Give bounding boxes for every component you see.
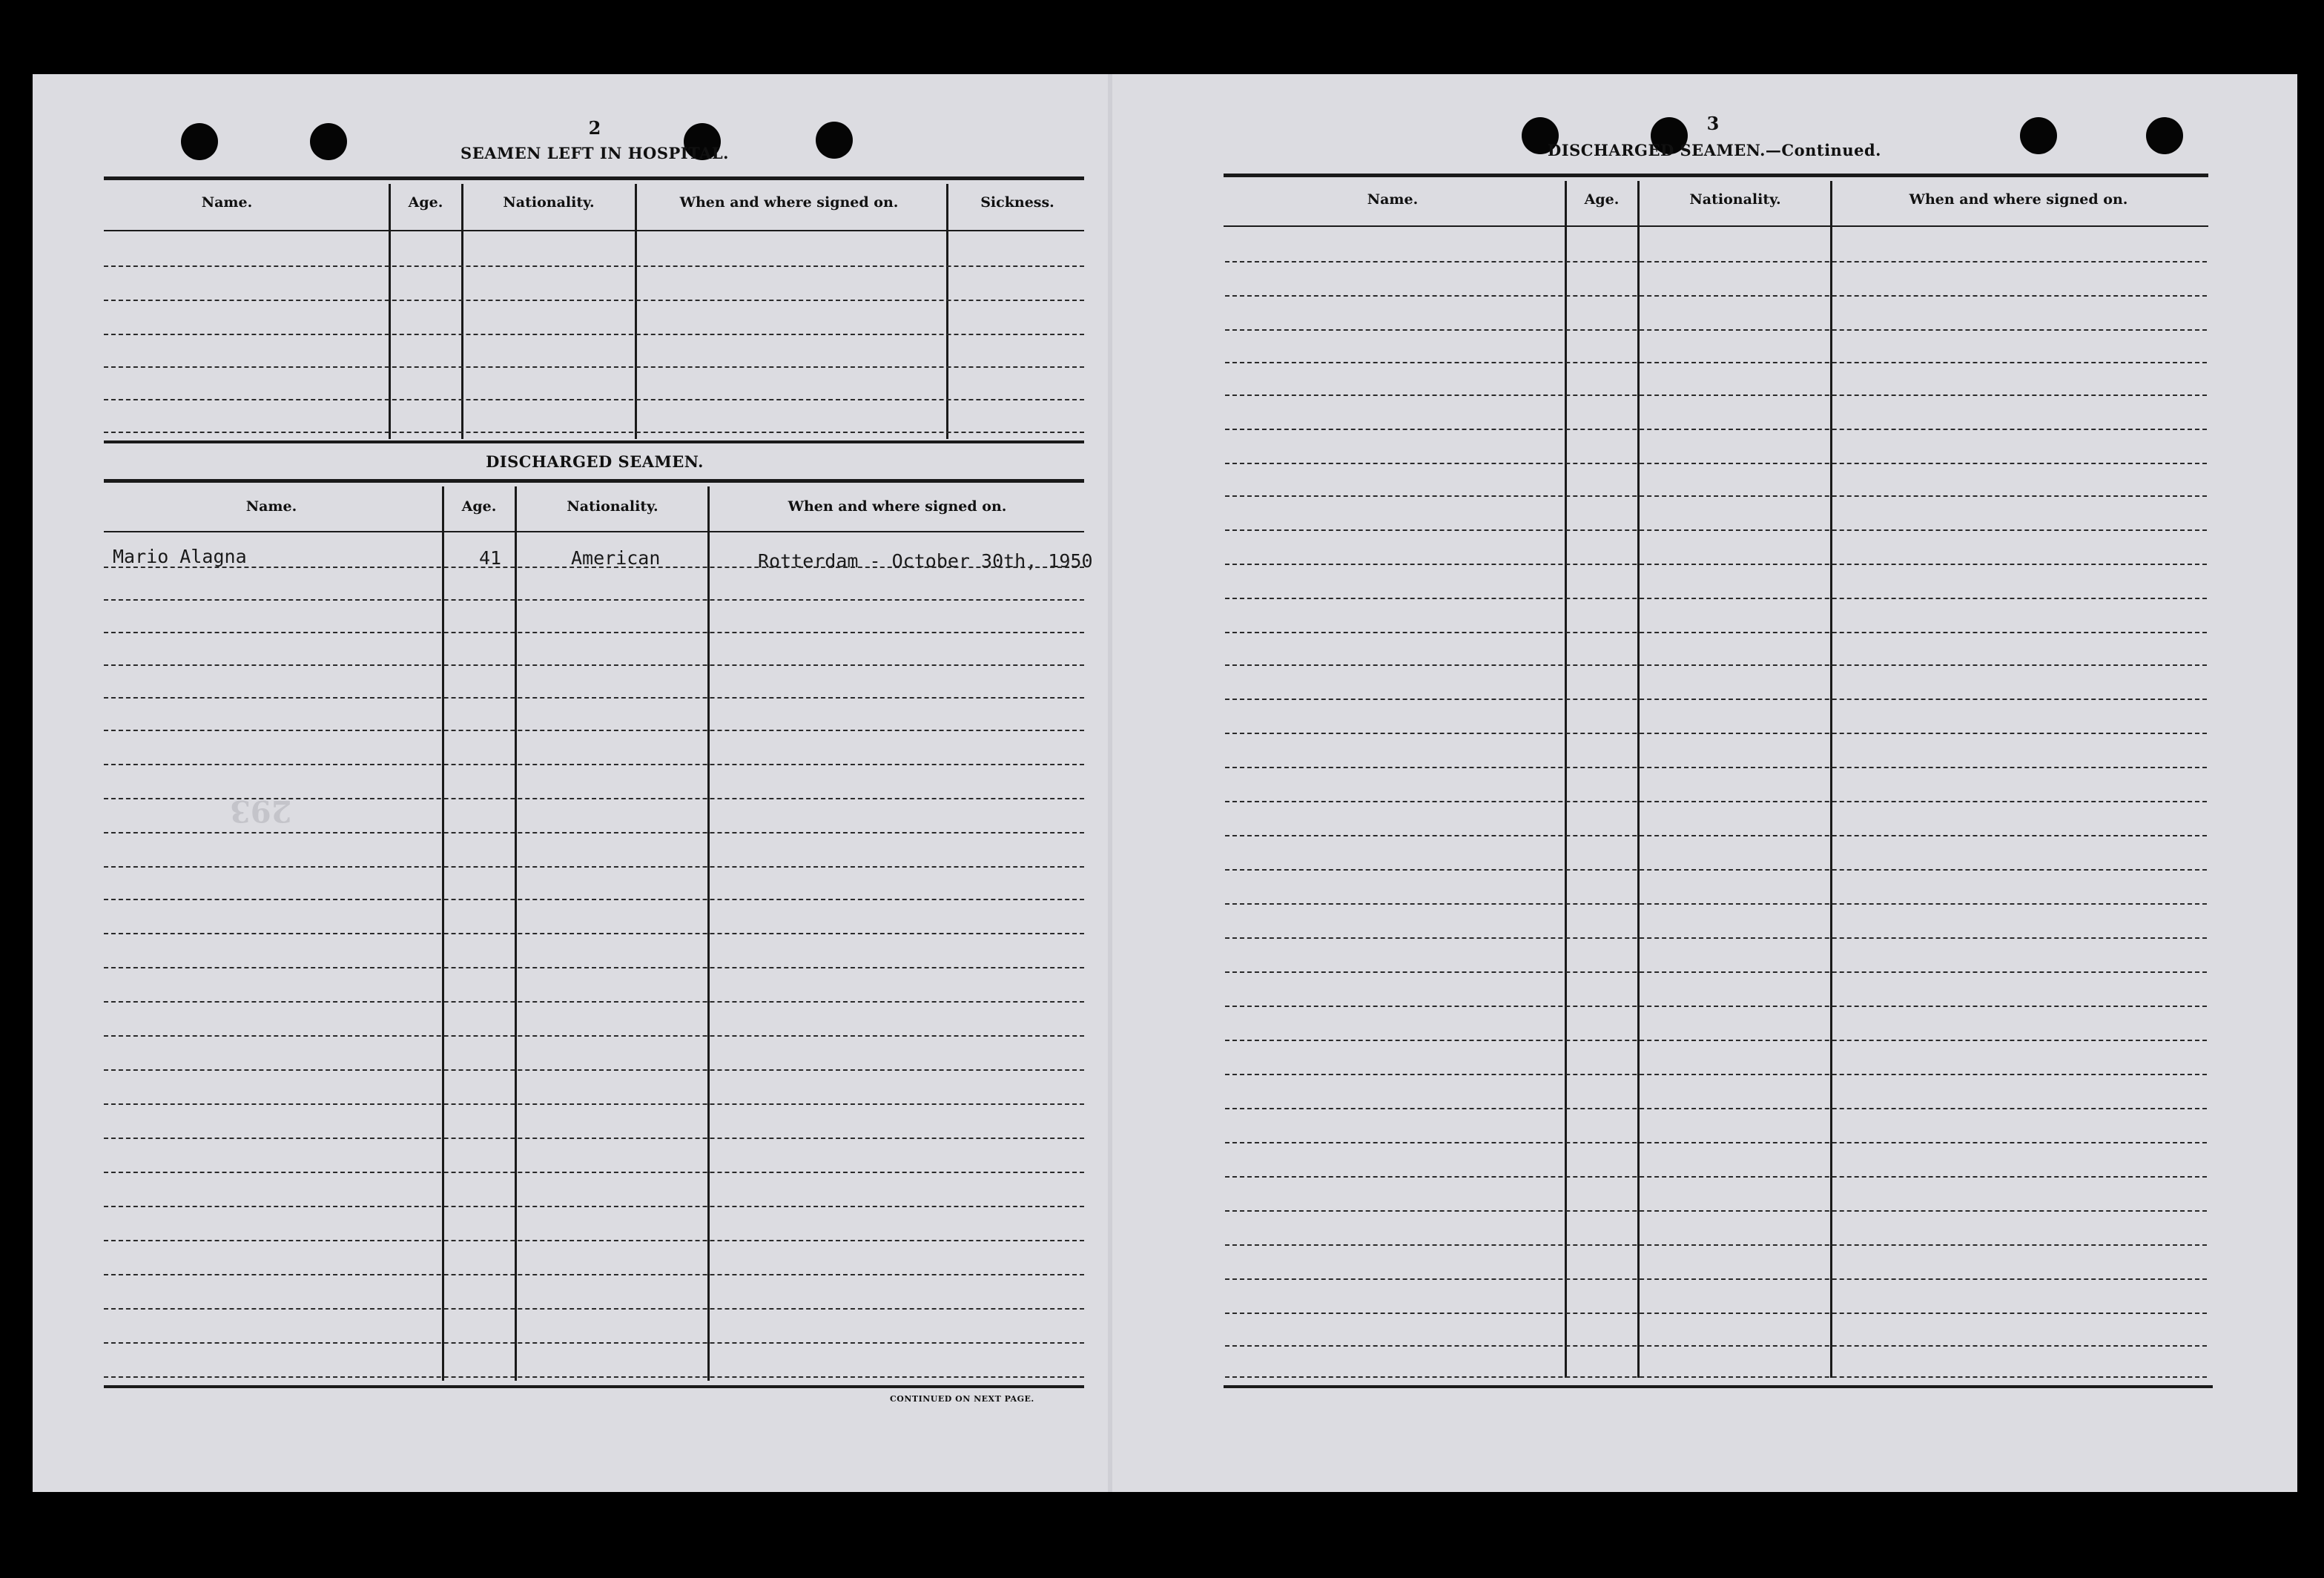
table-row-rule [1225,295,2207,297]
table-row-rule [104,1172,1084,1173]
table-row-rule [104,300,1084,301]
table-row-rule [104,664,1084,666]
hospital-col-header-name: Name. [201,194,253,211]
hospital-col-divider [389,184,391,439]
table-row-rule [1225,463,2207,464]
right-table-bottom-rule [1224,1385,2213,1388]
discharged-col-header-nationality: Nationality. [567,498,658,515]
punch-hole [2146,117,2183,154]
table-row-rule [1225,664,2207,666]
table-row-rule [1225,394,2207,396]
page-number: 2 [588,117,601,139]
table-row-rule [104,866,1084,868]
table-row-rule [104,697,1084,699]
table-row-rule [1225,971,2207,973]
table-row-rule [1225,261,2207,263]
right-table-top-rule [1224,174,2208,177]
table-row-rule [1225,429,2207,430]
hospital-col-divider [635,184,637,439]
table-row-rule [104,1206,1084,1207]
table-row-rule [1225,733,2207,734]
table-row-rule [1225,529,2207,531]
discharged-continued-title: DISCHARGED SEAMEN.—Continued. [1548,141,1881,159]
table-row-rule [104,432,1084,433]
continued-note: CONTINUED ON NEXT PAGE. [890,1394,1034,1404]
right-header-rule [1224,225,2208,227]
table-row-rule [1225,598,2207,599]
table-row-rule [1225,1278,2207,1280]
discharged-col-header-age: Age. [461,498,497,515]
hospital-header-rule [104,230,1084,231]
table-row-rule [104,1308,1084,1310]
punch-hole [2020,117,2057,154]
hospital-table-bottom-rule [104,440,1084,443]
table-row-rule [1225,1313,2207,1314]
table-row-rule [1225,1176,2207,1178]
table-row-rule [1225,362,2207,363]
seaman-nationality: American [571,547,661,569]
right-col-divider [1830,181,1832,1378]
table-row-rule [1225,869,2207,871]
right-col-header-nationality: Nationality. [1689,191,1781,208]
table-row-rule [1225,329,2207,331]
table-row-rule [1225,1108,2207,1109]
table-row-rule [1225,801,2207,802]
table-row-rule [104,1035,1084,1037]
table-row-rule [1225,767,2207,768]
table-row-rule [1225,632,2207,633]
table-row-rule [104,1240,1084,1241]
table-row-rule [1225,835,2207,836]
hospital-section-title: SEAMEN LEFT IN HOSPITAL. [460,144,729,162]
table-row-rule [104,632,1084,633]
right-col-divider [1565,181,1567,1378]
table-row-rule [104,832,1084,833]
hospital-table-top-rule [104,176,1084,180]
table-row-rule [104,399,1084,400]
table-row-rule [1225,1345,2207,1347]
page-number: 3 [1706,113,1720,134]
table-row-rule [1225,1142,2207,1143]
seaman-name: Mario Alagna [113,546,247,567]
table-row-rule [104,567,1084,568]
table-row-rule [104,366,1084,368]
discharged-col-header-name: Name. [245,498,297,515]
discharged-section-title: DISCHARGED SEAMEN. [486,452,704,471]
table-row-rule [104,1274,1084,1275]
punch-hole [181,123,218,160]
table-row-rule [104,1069,1084,1071]
table-row-rule [1225,903,2207,905]
table-row-rule [1225,1074,2207,1075]
right-col-divider [1637,181,1640,1378]
hospital-col-header-signed-on: When and where signed on. [679,194,899,211]
hospital-col-header-nationality: Nationality. [503,194,595,211]
table-row-rule [104,1138,1084,1139]
table-row-rule [104,764,1084,765]
table-row-rule [104,1376,1084,1378]
seaman-signed-on: Rotterdam - October 30th, 1950 [758,550,1093,572]
table-row-rule [1225,1006,2207,1007]
page-gutter [1108,74,1112,1492]
table-row-rule [1225,937,2207,939]
stamp-number: 293 [230,793,292,828]
table-row-rule [1225,699,2207,700]
punch-hole [310,123,347,160]
hospital-col-divider [946,184,948,439]
discharged-col-header-signed-on: When and where signed on. [788,498,1007,515]
table-row-rule [104,1001,1084,1003]
seaman-age: 41 [479,547,502,569]
table-row-rule [104,967,1084,968]
table-row-rule [104,730,1084,731]
right-col-header-signed-on: When and where signed on. [1909,191,2128,208]
hospital-col-header-sickness: Sickness. [980,194,1054,211]
table-row-rule [1225,495,2207,497]
table-row-rule [1225,1040,2207,1041]
discharged-header-rule [104,531,1084,532]
table-row-rule [1225,1244,2207,1246]
discharged-table-top-rule [104,479,1084,483]
hospital-col-header-age: Age. [408,194,443,211]
right-col-header-age: Age. [1584,191,1620,208]
right-col-header-name: Name. [1367,191,1419,208]
table-row-rule [104,265,1084,267]
table-row-rule [104,1342,1084,1344]
table-row-rule [104,899,1084,900]
table-row-rule [104,1103,1084,1105]
table-row-rule [1225,1376,2207,1378]
hospital-col-divider [461,184,463,439]
table-row-rule [104,798,1084,799]
table-row-rule [1225,1210,2207,1212]
discharged-table-bottom-rule [104,1385,1084,1388]
table-row-rule [104,599,1084,601]
table-row-rule [104,334,1084,335]
table-row-rule [1225,564,2207,565]
table-row-rule [104,933,1084,934]
punch-hole [816,122,853,159]
